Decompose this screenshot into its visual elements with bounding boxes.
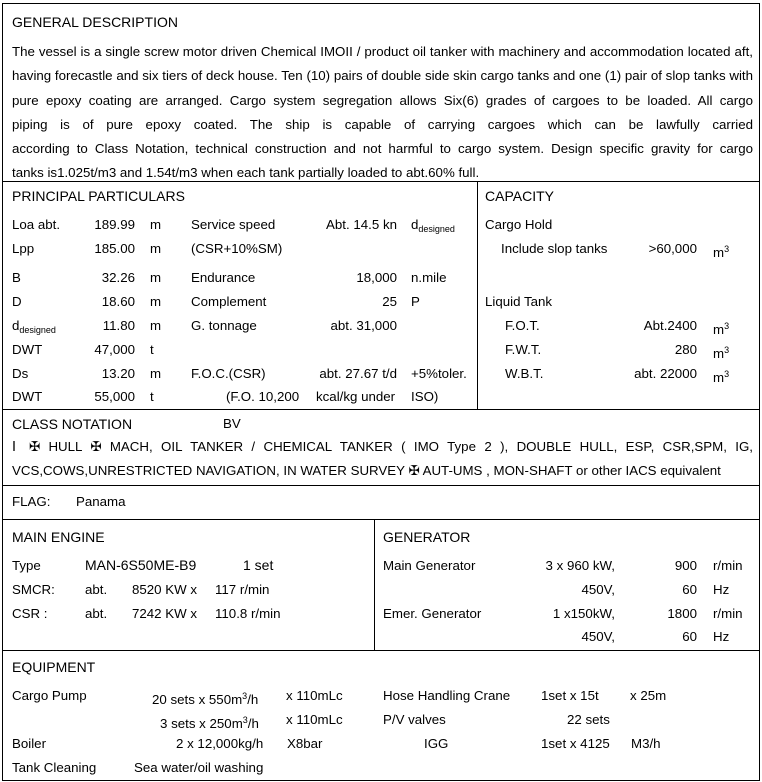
- class-notation-line: VCS,COWS,UNRESTRICTED NAVIGATION, IN WATER SURVEY ✠ AUT-UMS , MON-SHAFT or other IACS equivalent: [12, 463, 721, 478]
- main-generator-label: Main Generator: [383, 558, 476, 573]
- emergency-generator-voltage: 450V,: [581, 629, 615, 644]
- generator-heading: GENERATOR: [383, 529, 471, 545]
- d-value: 18.60: [101, 294, 135, 309]
- unit-main: m: [713, 370, 725, 385]
- unit-sup: 3: [724, 369, 730, 379]
- capacity-sup: 3: [242, 691, 248, 701]
- emergency-generator-label: Emer. Generator: [383, 606, 482, 621]
- slop-unit: [713, 241, 729, 261]
- divider: [3, 181, 759, 182]
- ds-value: 13.20: [101, 366, 135, 381]
- d-designed-main: d: [12, 318, 20, 333]
- hose-crane-reach: x 25m: [630, 688, 667, 703]
- pv-valves-label: P/V valves: [383, 712, 446, 727]
- speed-note-sub: designed: [418, 224, 455, 234]
- lpp-value: 185.00: [94, 241, 135, 256]
- main-generator-hz-unit: Hz: [713, 582, 730, 597]
- d-designed-sub: designed: [19, 325, 56, 335]
- dwt-label: DWT: [12, 342, 43, 357]
- general-line: having forecastle and six tiers of deck house. Ten (10) pairs of double side skin cargo tanks and one (1) pair of slop tanks with: [12, 68, 753, 84]
- fo-calorific-unit: ISO): [411, 389, 439, 404]
- foc-label: F.O.C.(CSR): [191, 366, 266, 381]
- hose-crane-label: Hose Handling Crane: [383, 688, 511, 703]
- fot-label: F.O.T.: [505, 318, 540, 333]
- d-label: D: [12, 294, 22, 309]
- engine-quantity: 1 set: [243, 557, 274, 573]
- wbt-label: W.B.T.: [505, 366, 544, 381]
- csr-margin-label: (CSR+10%SM): [191, 241, 283, 256]
- dwt-unit: t: [150, 342, 154, 357]
- capacity-heading: CAPACITY: [485, 188, 554, 204]
- boiler-label: Boiler: [12, 736, 46, 751]
- divider: [3, 485, 759, 486]
- dwt-scantling-value: 55,000: [94, 389, 135, 404]
- b-value: 32.26: [101, 270, 135, 285]
- csr-label: CSR :: [12, 606, 48, 621]
- general-line: according to Class Notation, technical construction and not harmful to cargo system. Design specific gravity for cargo: [12, 141, 753, 157]
- fo-calorific-label: (F.O. 10,200: [226, 389, 300, 404]
- wbt-value: abt. 22000: [634, 366, 697, 381]
- class-notation-text: [12, 435, 753, 483]
- class-notation-line: Ⅰ ✠ HULL ✠ MACH, OIL TANKER / CHEMICAL TANKER ( IMO Type 2 ), DOUBLE HULL, ESP, CSR,SPM, IG,: [12, 439, 753, 454]
- engine-type-label: Type: [12, 558, 41, 573]
- liquid-tank-label: Liquid Tank: [485, 294, 553, 309]
- cargo-pump-head-2: x 110mLc: [286, 712, 343, 727]
- complement-unit: P: [411, 294, 420, 309]
- smcr-label: SMCR:: [12, 582, 55, 597]
- general-line: piping is of pure epoxy coated. The ship is capable of carrying cargoes which can be lawfully carried: [12, 116, 753, 132]
- divider: [374, 519, 375, 650]
- unit-main: m: [713, 322, 725, 337]
- capacity-sup: 3: [242, 715, 248, 725]
- csr-abt: abt.: [85, 606, 108, 621]
- main-generator-spec: 3 x 960 kW,: [545, 558, 615, 573]
- cargo-hold-label: Cargo Hold: [485, 217, 553, 232]
- endurance-label: Endurance: [191, 270, 256, 285]
- main-generator-hz: 60: [682, 582, 697, 597]
- ds-label: Ds: [12, 366, 29, 381]
- main-generator-rpm: 900: [674, 558, 697, 573]
- cargo-pump-head: x 110mLc: [286, 688, 343, 703]
- emergency-generator-rpm: 1800: [667, 606, 697, 621]
- unit-sup: 3: [724, 244, 730, 254]
- engine-model: MAN-6S50ME-B9: [85, 557, 197, 573]
- cargo-pump-capacity: [152, 688, 258, 708]
- gross-tonnage-value: abt. 31,000: [330, 318, 397, 333]
- fwt-label: F.W.T.: [505, 342, 542, 357]
- capacity-main: 3 sets x 250m: [160, 716, 243, 731]
- d-designed-value: 11.80: [102, 318, 135, 333]
- divider: [477, 181, 478, 409]
- d-unit: m: [150, 294, 162, 309]
- tank-cleaning-value: Sea water/oil washing: [134, 760, 264, 775]
- boiler-value: 2 x 12,000kg/h: [176, 736, 264, 751]
- general-line: tanks is1.025t/m3 and 1.54t/m3 when each tank partially loaded to abt.60% full.: [12, 165, 480, 181]
- service-speed-note: [411, 217, 455, 237]
- emergency-generator-spec: 1 x150kW,: [552, 606, 615, 621]
- unit-main: m: [713, 245, 725, 260]
- dwt-scantling-unit: t: [150, 389, 154, 404]
- csr-rpm: 110.8 r/min: [215, 606, 281, 621]
- general-description-heading: GENERAL DESCRIPTION: [12, 14, 178, 30]
- csr-power: 7242 KW x: [132, 606, 198, 621]
- igg-unit: M3/h: [631, 736, 661, 751]
- smcr-power: 8520 KW x: [132, 582, 198, 597]
- principal-particulars-heading: PRINCIPAL PARTICULARS: [12, 188, 185, 204]
- boiler-pressure: X8bar: [287, 736, 323, 751]
- fwt-value: 280: [674, 342, 697, 357]
- flag-value: Panama: [76, 494, 126, 509]
- hose-crane-value: 1set x 15t: [541, 688, 599, 703]
- general-line: pure epoxy coating are arranged. Cargo system segregation allows Six(6) grades of cargoes to be loaded. All cargo: [12, 92, 753, 108]
- endurance-value: 18,000: [356, 270, 397, 285]
- dwt-value: 47,000: [94, 342, 135, 357]
- cargo-pump-capacity-2: [160, 712, 259, 732]
- loa-unit: m: [150, 217, 162, 232]
- capacity-tail: /h: [247, 692, 259, 707]
- main-engine-heading: MAIN ENGINE: [12, 529, 105, 545]
- d-designed-label: [12, 318, 56, 338]
- equipment-heading: EQUIPMENT: [12, 659, 96, 675]
- b-unit: m: [150, 270, 162, 285]
- class-notation-heading: CLASS NOTATION: [12, 416, 133, 432]
- capacity-tail: /h: [247, 716, 259, 731]
- class-society: BV: [223, 416, 241, 431]
- divider: [3, 650, 759, 651]
- complement-label: Complement: [191, 294, 267, 309]
- smcr-abt: abt.: [85, 582, 108, 597]
- loa-value: 189.99: [94, 217, 135, 232]
- tank-cleaning-label: Tank Cleaning: [12, 760, 97, 775]
- unit-main: m: [713, 346, 725, 361]
- unit-sup: 3: [724, 321, 730, 331]
- main-generator-voltage: 450V,: [581, 582, 615, 597]
- dwt-scantling-label: DWT: [12, 389, 43, 404]
- igg-value: 1set x 4125: [541, 736, 610, 751]
- ds-unit: m: [150, 366, 162, 381]
- slop-label: Include slop tanks: [501, 241, 608, 256]
- endurance-unit: n.mile: [411, 270, 447, 285]
- d-designed-unit: m: [150, 318, 162, 333]
- foc-tolerance: +5%toler.: [411, 366, 467, 381]
- lpp-unit: m: [150, 241, 162, 256]
- fot-value: Abt.2400: [643, 318, 697, 333]
- capacity-main: 20 sets x 550m: [152, 692, 243, 707]
- pv-valves-value: 22 sets: [567, 712, 610, 727]
- lpp-label: Lpp: [12, 241, 35, 256]
- flag-label: FLAG:: [12, 494, 51, 509]
- igg-label: IGG: [424, 736, 449, 751]
- main-generator-rpm-unit: r/min: [713, 558, 743, 573]
- smcr-rpm: 117 r/min: [215, 582, 270, 597]
- spec-sheet: [2, 3, 760, 781]
- emergency-generator-hz: 60: [682, 629, 697, 644]
- unit-sup: 3: [724, 345, 730, 355]
- slop-value: >60,000: [648, 241, 697, 256]
- general-description-text: [12, 40, 753, 186]
- speed-note-main: d: [411, 217, 419, 232]
- foc-value: abt. 27.67 t/d: [319, 366, 397, 381]
- wbt-unit: [713, 366, 729, 386]
- fwt-unit: [713, 342, 729, 362]
- cargo-pump-label: Cargo Pump: [12, 688, 87, 703]
- b-label: B: [12, 270, 21, 285]
- service-speed-value: Abt. 14.5 kn: [326, 217, 397, 232]
- divider: [3, 409, 759, 410]
- gross-tonnage-label: G. tonnage: [191, 318, 257, 333]
- emergency-generator-hz-unit: Hz: [713, 629, 730, 644]
- fo-calorific-value: kcal/kg under: [316, 389, 396, 404]
- divider: [3, 519, 759, 520]
- general-line: The vessel is a single screw motor driven Chemical IMOII / product oil tanker with machinery and accommodation located aft,: [12, 44, 753, 59]
- emergency-generator-rpm-unit: r/min: [713, 606, 743, 621]
- service-speed-label: Service speed: [191, 217, 276, 232]
- loa-label: Loa abt.: [12, 217, 61, 232]
- complement-value: 25: [382, 294, 397, 309]
- fot-unit: [713, 318, 729, 338]
